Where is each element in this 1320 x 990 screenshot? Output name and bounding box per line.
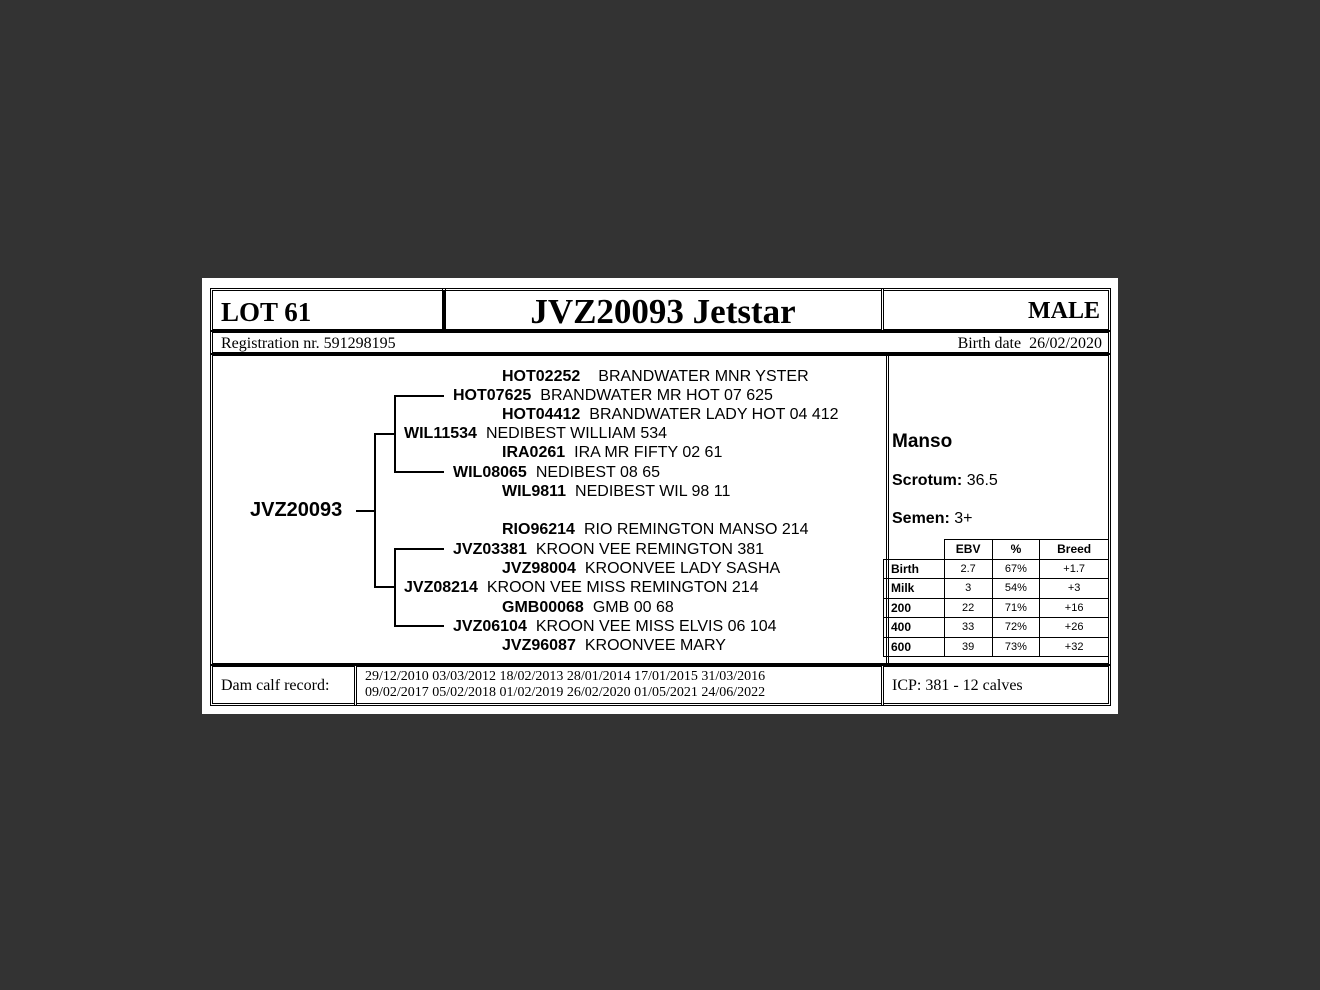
lot-number: LOT 61 [221,297,312,327]
pedigree-animal: JVZ20093 [250,499,343,521]
pct-header: % [992,540,1040,560]
dam-calf-label-cell [210,664,357,706]
breed-type: Manso [892,431,953,452]
title-cell [442,288,884,332]
ebv-row-milk: Milk 3 54% +3 [884,579,1109,599]
lot-cell [210,288,446,332]
pedigree-dam-sire-sire: RIO96214 RIO REMINGTON MANSO 214 [502,521,809,538]
pedigree-dam-sire-dam: JVZ98004 KROONVEE LADY SASHA [502,560,781,577]
scrotum-measure: Scrotum: 36.5 [892,472,998,489]
pedigree-dam-sire: JVZ03381 KROON VEE REMINGTON 381 [453,541,765,558]
dam-calf-dates-line1: 29/12/2010 03/03/2012 18/02/2013 28/01/2014 17/01/2015 31/03/2016 [365,669,766,684]
semen-rating: Semen: 3+ [892,510,973,527]
ebv-row-600: 600 39 73% +32 [884,637,1109,657]
pedigree-dam: JVZ08214 KROON VEE MISS REMINGTON 214 [404,579,759,596]
icp-value: ICP: 381 - 12 calves [892,677,1023,694]
sex-label: MALE [1028,298,1100,324]
registration-row [210,330,1111,355]
ebv-row-400: 400 33 72% +26 [884,618,1109,638]
pedigree-dam-dam: JVZ06104 KROON VEE MISS ELVIS 06 104 [453,618,777,635]
breed-header: Breed [1040,540,1109,560]
ebv-row-birth: Birth 2.7 67% +1.7 [884,559,1109,579]
ebv-header: EBV [944,540,992,560]
dam-calf-label: Dam calf record: [221,677,330,694]
dam-calf-dates-line2: 09/02/2017 05/02/2018 01/02/2019 26/02/2020 01/05/2021 24/06/2022 [365,685,766,700]
birth-date: Birth date 26/02/2020 [957,335,1102,352]
pedigree-sire-dam-sire: IRA0261 IRA MR FIFTY 02 61 [502,444,723,461]
animal-title: JVZ20093 Jetstar [530,292,796,331]
pedigree-sire-sire: HOT07625 BRANDWATER MR HOT 07 625 [453,387,773,404]
pedigree-sire-sire-dam: HOT04412 BRANDWATER LADY HOT 04 412 [502,406,839,423]
pedigree-sire-dam-dam: WIL9811 NEDIBEST WIL 98 11 [502,483,731,500]
ebv-row-200: 200 22 71% +16 [884,598,1109,618]
registration-number: 591298195 [323,335,396,352]
lot-card [202,278,1118,714]
pedigree-sire-dam: WIL08065 NEDIBEST 08 65 [453,464,661,481]
ebv-table [883,539,1109,657]
icp-cell [881,664,1111,706]
pedigree-sire: WIL11534 NEDIBEST WILLIAM 534 [404,425,668,442]
sex-cell [881,288,1111,332]
pedigree-dam-dam-sire: GMB00068 GMB 00 68 [502,599,674,616]
pedigree-dam-dam-dam: JVZ96087 KROONVEE MARY [502,637,726,654]
dam-calf-dates-cell [354,664,884,706]
registration-label: Registration nr. 591298195 [221,335,396,352]
dam-calf-dates [365,669,765,701]
ebv-header-row [884,540,1109,560]
pedigree-sire-sire-sire: HOT02252 BRANDWATER MNR YSTER [502,368,809,385]
